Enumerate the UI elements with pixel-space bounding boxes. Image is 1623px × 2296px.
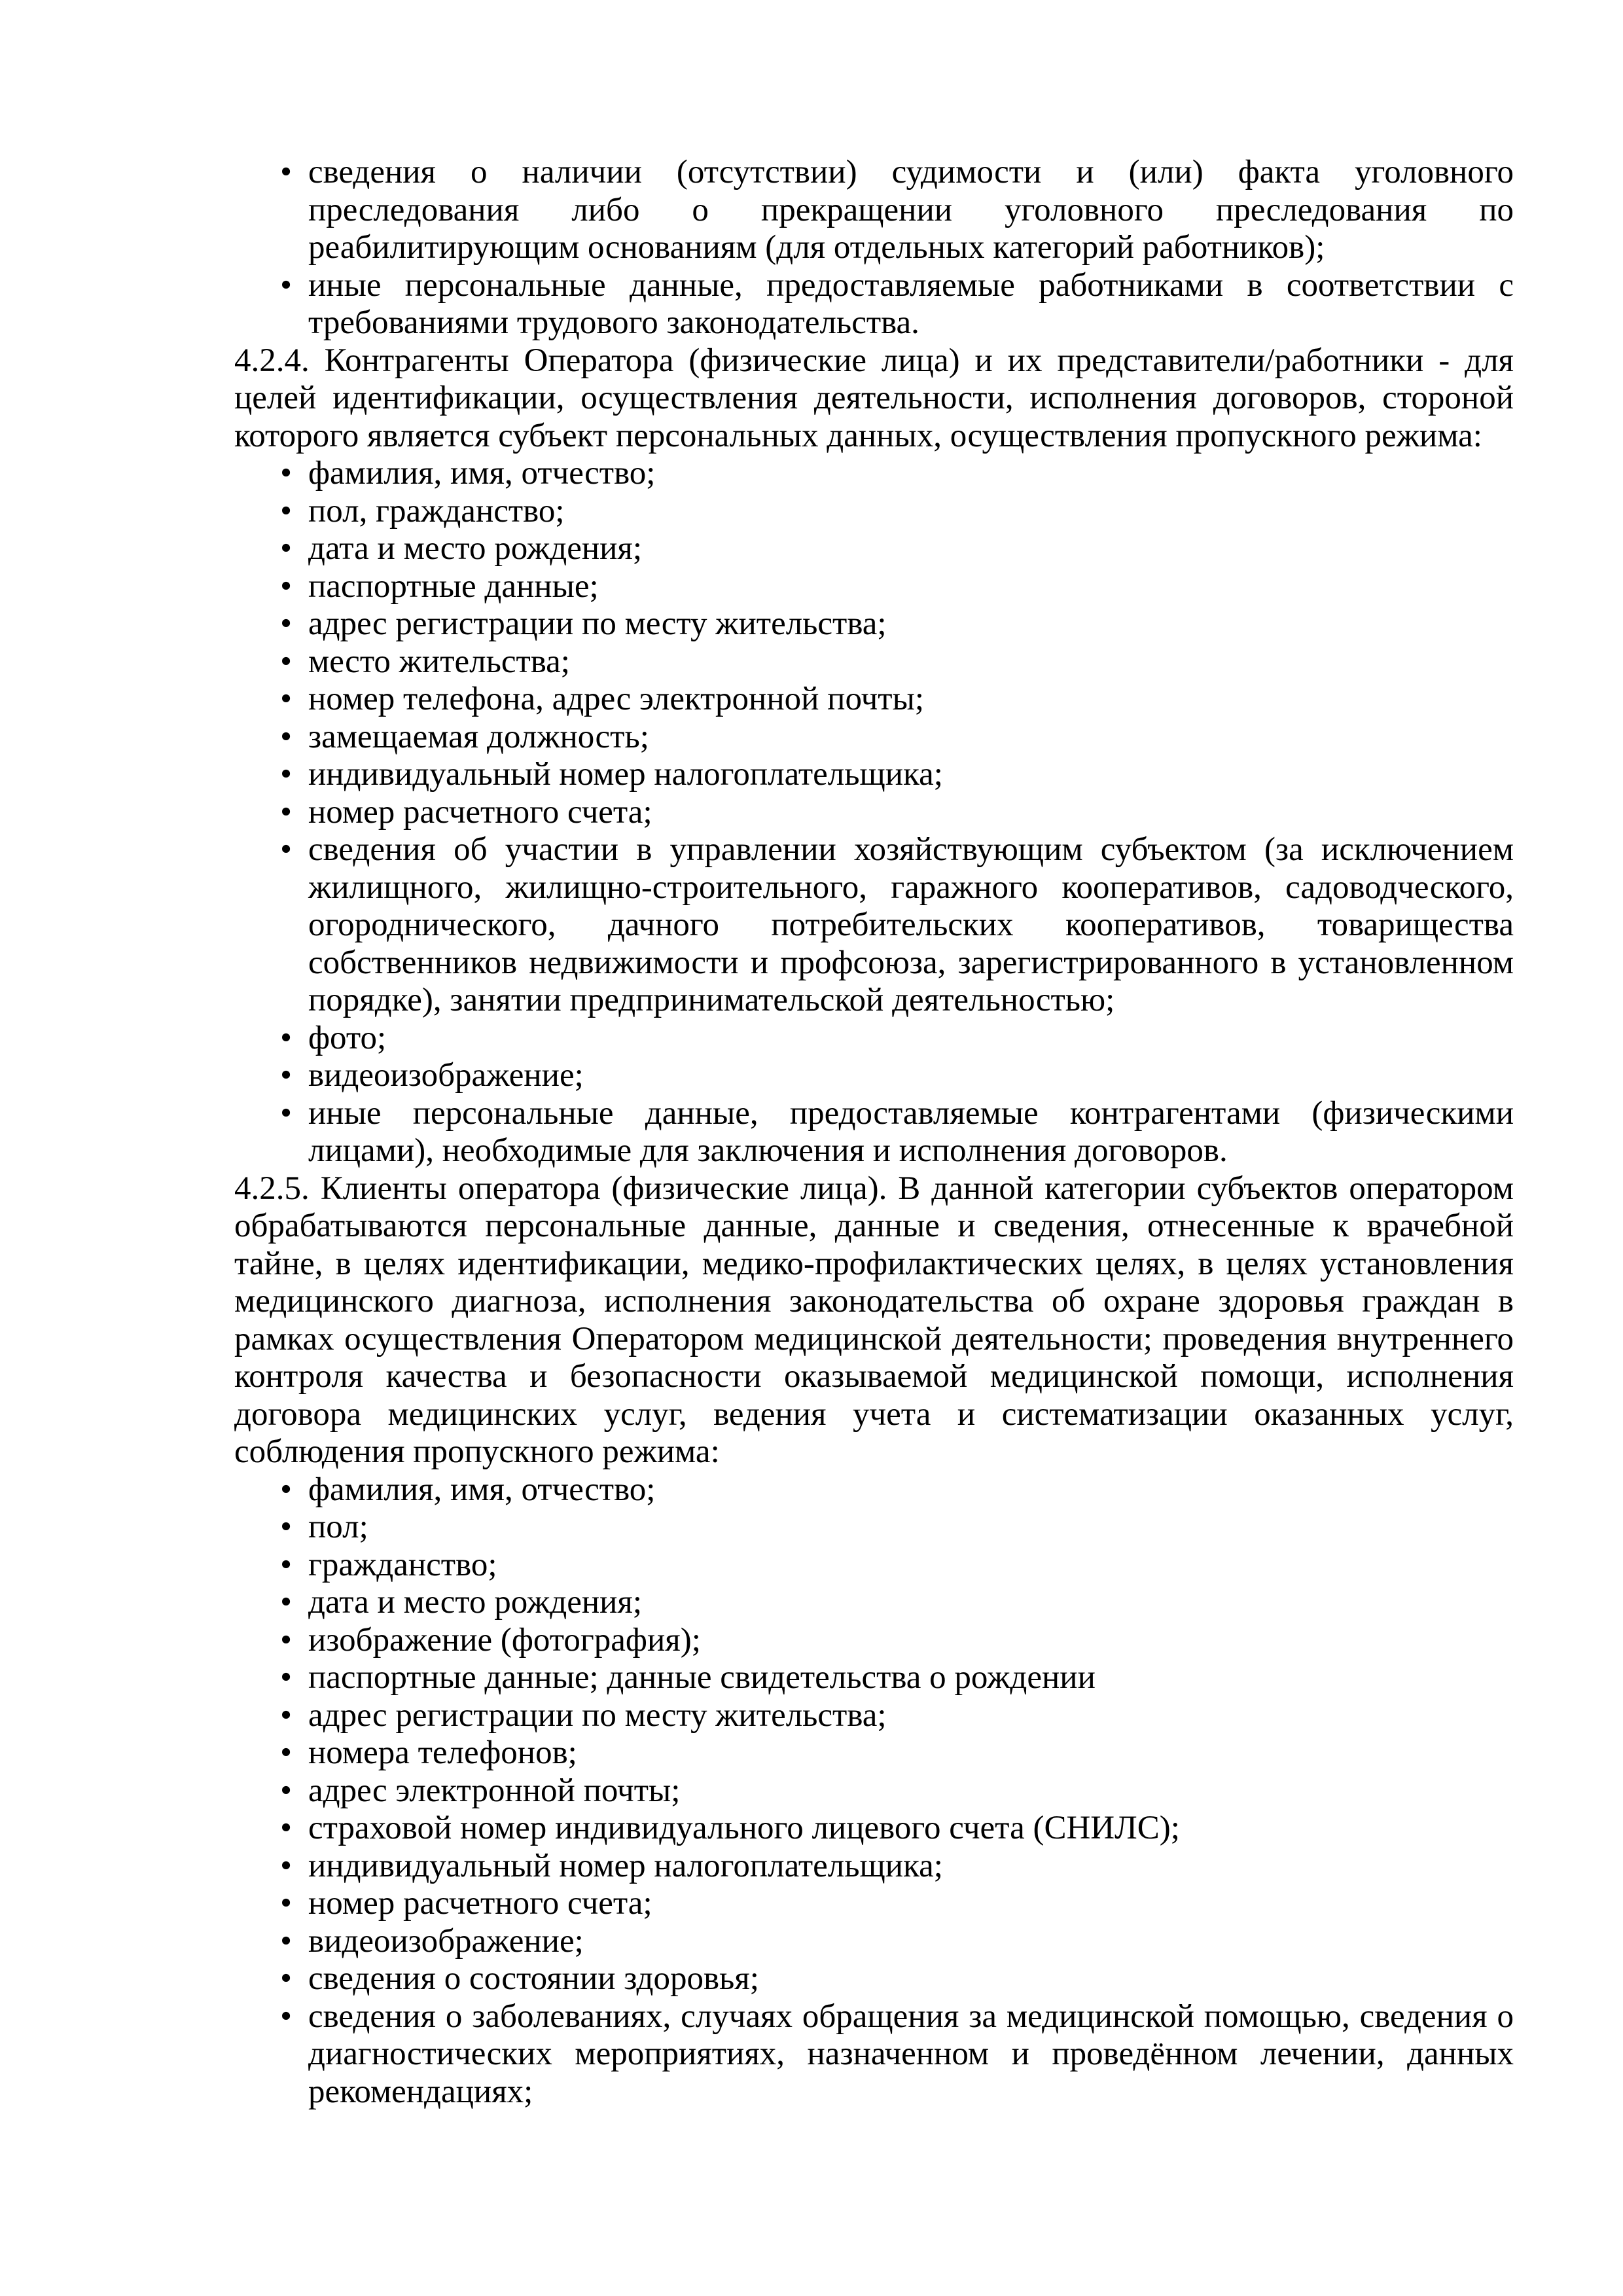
list-item-text: дата и место рождения; [308,530,643,567]
list-item [234,530,1514,568]
list-item-text: сведения об участии в управлении хозяйствующим субъектом (за исключением жилищного, жилищно-строительного, гаражного кооперативов, садоводческого, огороднического, дачного потребительских кооперативов, товарищества собственников недвижимости и профсоюза, зарегистрированного в установленном порядке), занятии предпринимательской деятельностью; [308,831,1514,1018]
bullet-icon: • [280,455,292,492]
list-item-text: иные персональные данные, предоставляемые работниками в соответствии с требованиями трудового законодательства. [308,266,1514,341]
bullet-icon: • [280,1659,292,1696]
bullet-icon: • [280,831,292,868]
list-item [234,1885,1514,1923]
list-item-text: замещаемая должность; [308,718,649,755]
bullet-icon: • [280,718,292,755]
list-item [234,1998,1514,2111]
list-item [234,1509,1514,1547]
list-item [234,719,1514,757]
bullet-icon: • [280,1094,292,1132]
bullet-icon: • [280,793,292,831]
list-item-text: сведения о заболеваниях, случаях обращения за медицинской помощью, сведения о диагностических мероприятиях, назначенном и проведённом лечении, данных рекомендациях; [308,1998,1514,2110]
list-item [234,1622,1514,1660]
list-item-text: адрес регистрации по месту жительства; [308,605,887,642]
list-item [234,1734,1514,1772]
list-item-text: индивидуальный номер налогоплательщика; [308,756,943,793]
bullet-icon: • [280,1998,292,2035]
list-item-text: дата и место рождения; [308,1584,643,1621]
list-item-text: сведения о наличии (отсутствии) судимости и (или) факта уголовного преследования либо о прекращении уголовного преследования по реабилитирующим основаниям (для отдельных категорий работников); [308,154,1514,266]
list-item-text: гражданство; [308,1546,497,1583]
list-item-text: адрес регистрации по месту жительства; [308,1696,887,1734]
list-item-text: паспортные данные; данные свидетельства о рождении [308,1659,1096,1696]
bullet-icon: • [280,154,292,190]
list-item [234,568,1514,606]
list-item [234,154,1514,267]
list-item [234,643,1514,681]
bullet-icon: • [280,1922,292,1960]
section-4-2-5-paragraph: 4.2.5. Клиенты оператора (физические лица). В данной категории субъектов оператором обрабатываются персональные данные, данные и сведения, отнесенные к врачебной тайне, в целях идентификации, медико-профилактических целях, в целях установления медицинского диагноза, исполнения законодательства об охране здоровья граждан в рамках осуществления Оператором медицинской деятельности; проведения внутреннего контроля качества и безопасности оказываемой медицинской помощи, исполнения договора медицинских услуг, ведения учета и систематизации оказанных услуг, соблюдения пропускного режима: [234,1170,1514,1470]
list-item-text: номер расчетного счета; [308,1885,652,1922]
bullet-icon: • [280,1471,292,1508]
bullet-icon: • [280,567,292,605]
bullet-icon: • [280,1696,292,1734]
list-item-text: пол; [308,1509,368,1545]
list-item-text: фамилия, имя, отчество; [308,455,656,492]
list-item-text: адрес электронной почты; [308,1772,681,1809]
bullet-icon: • [280,266,292,304]
bullet-icon: • [280,643,292,680]
list-item [234,605,1514,643]
list-item-text: фамилия, имя, отчество; [308,1471,656,1508]
list-item-text: пол, гражданство; [308,492,565,529]
list-item [234,1659,1514,1697]
list-item-text: паспортные данные; [308,567,599,605]
bullet-list-client-data [234,1471,1514,2111]
list-item [234,681,1514,719]
list-item-text: место жительства; [308,643,570,680]
list-item [234,1020,1514,1058]
list-item [234,1471,1514,1509]
list-item [234,1960,1514,1998]
list-item-text: индивидуальный номер налогоплательщика; [308,1847,943,1884]
bullet-icon: • [280,1019,292,1056]
list-item [234,1697,1514,1735]
list-item-text: страховой номер индивидуального лицевого счета (СНИЛС); [308,1810,1180,1846]
list-item [234,1810,1514,1848]
bullet-icon: • [280,1772,292,1809]
bullet-icon: • [280,1509,292,1545]
bullet-icon: • [280,530,292,567]
document-page [234,154,1514,2111]
list-item [234,1057,1514,1095]
bullet-icon: • [280,1621,292,1659]
list-item [234,267,1514,342]
bullet-icon: • [280,605,292,642]
list-item-text: видеоизображение; [308,1057,584,1094]
list-item [234,1584,1514,1622]
bullet-icon: • [280,1885,292,1922]
list-item-text: фото; [308,1019,387,1056]
bullet-icon: • [280,1734,292,1771]
bullet-icon: • [280,1584,292,1621]
bullet-icon: • [280,1810,292,1846]
list-item-text: номер телефона, адрес электронной почты; [308,681,925,717]
bullet-icon: • [280,756,292,793]
bullet-icon: • [280,1847,292,1884]
list-item [234,1848,1514,1886]
list-item [234,455,1514,493]
bullet-list-employee-data [234,154,1514,342]
list-item [234,756,1514,794]
list-item [234,1923,1514,1961]
bullet-icon: • [280,492,292,529]
bullet-icon: • [280,1546,292,1583]
list-item-text: номера телефонов; [308,1734,577,1771]
section-4-2-4-paragraph: 4.2.4. Контрагенты Оператора (физические лица) и их представители/работники - для целей идентификации, осуществления деятельности, исполнения договоров, стороной которого является субъект персональных данных, осуществления пропускного режима: [234,342,1514,454]
list-item [234,1095,1514,1170]
list-item [234,1547,1514,1585]
list-item [234,794,1514,832]
list-item-text: иные персональные данные, предоставляемые контрагентами (физическими лицами), необходимые для заключения и исполнения договоров. [308,1094,1514,1169]
bullet-list-contractor-data [234,455,1514,1170]
bullet-icon: • [280,1057,292,1094]
list-item-text: номер расчетного счета; [308,793,652,831]
list-item-text: сведения о состоянии здоровья; [308,1960,759,1997]
bullet-icon: • [280,1960,292,1997]
list-item [234,831,1514,1020]
list-item-text: изображение (фотография); [308,1621,701,1659]
list-item-text: видеоизображение; [308,1922,584,1960]
list-item [234,1772,1514,1810]
bullet-icon: • [280,681,292,717]
list-item [234,493,1514,531]
